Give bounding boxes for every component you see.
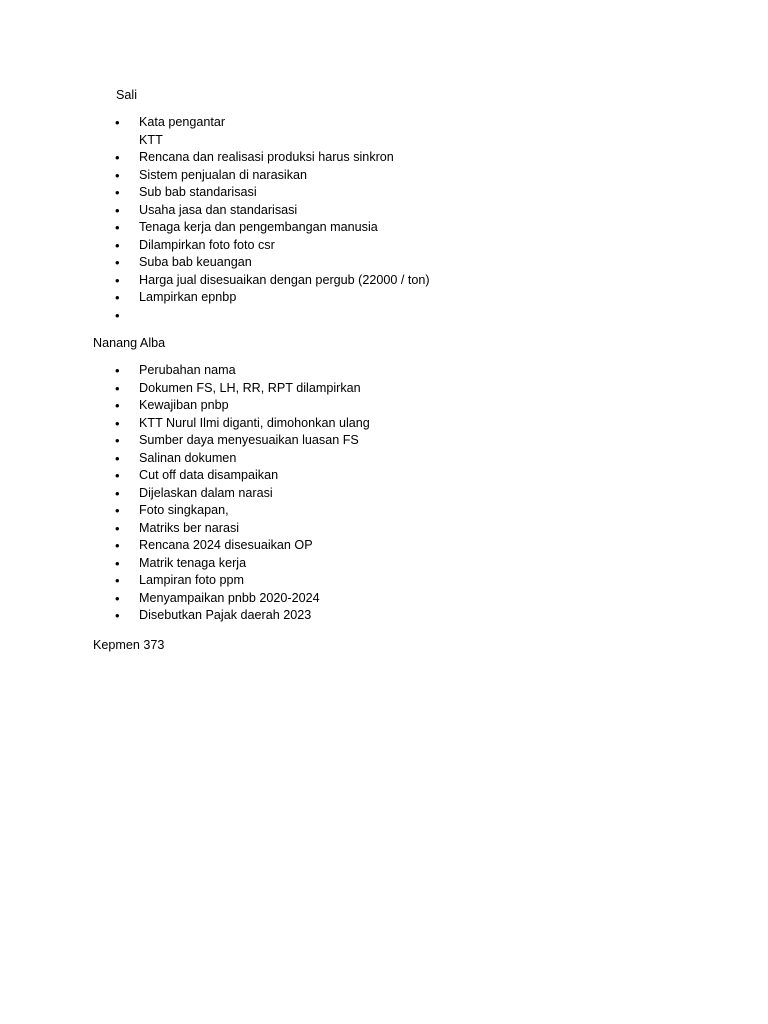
list-item <box>0 202 430 220</box>
bullet-list-sali <box>0 114 430 324</box>
list-item-text: KTT Nurul Ilmi diganti, dimohonkan ulang <box>139 415 370 430</box>
list-item-text: Foto singkapan, <box>139 503 229 517</box>
list-item <box>0 415 370 433</box>
list-item <box>0 167 430 185</box>
bullet-icon: • <box>115 485 120 501</box>
list-item-text: Sumber daya menyesuaikan luasan FS <box>139 433 359 447</box>
list-item <box>0 272 430 290</box>
list-item-text <box>0 307 430 325</box>
list-item <box>0 537 370 555</box>
list-item-text: Usaha jasa dan standarisasi <box>139 202 298 217</box>
list-item-text: Dijelaskan dalam narasi <box>139 485 273 500</box>
bullet-icon: • <box>115 538 120 553</box>
list-item-text: Matrik tenaga kerja <box>139 555 247 570</box>
list-item <box>0 432 370 450</box>
list-item <box>0 307 430 325</box>
list-item-text: Lampiran foto ppm <box>139 573 245 587</box>
list-item <box>0 289 430 307</box>
section-heading-nanang-alba: Nanang Alba <box>93 336 166 350</box>
list-item-text: Tenaga kerja dan pengembangan manusia <box>139 220 378 234</box>
list-item <box>0 555 370 573</box>
list-item <box>0 467 370 485</box>
bullet-icon: • <box>115 520 120 536</box>
list-item-text: Cut off data disampaikan <box>139 468 279 482</box>
bullet-icon: • <box>115 202 120 218</box>
list-item <box>0 254 430 272</box>
list-item <box>0 572 370 590</box>
list-item-text: Lampirkan epnbp <box>139 290 237 304</box>
list-item <box>0 590 370 608</box>
bullet-icon: • <box>115 255 120 270</box>
bullet-icon: • <box>115 450 120 466</box>
list-item <box>0 607 370 625</box>
bullet-icon: • <box>115 150 120 165</box>
list-item-text: Perubahan nama <box>139 363 236 377</box>
list-item-text: Matriks ber narasi <box>139 520 240 535</box>
list-item-text: Disebutkan Pajak daerah 2023 <box>139 608 312 622</box>
section-heading-kepmen: Kepmen 373 <box>93 638 165 652</box>
bullet-list-nanang-alba <box>0 362 370 625</box>
bullet-icon: • <box>115 555 120 571</box>
list-item <box>0 149 430 167</box>
list-item-text: Kewajiban pnbp <box>139 398 229 412</box>
list-item-text: Sistem penjualan di narasikan <box>139 167 308 182</box>
list-item <box>0 114 430 149</box>
list-item <box>0 184 430 202</box>
list-item <box>0 362 370 380</box>
bullet-icon: • <box>115 380 120 396</box>
bullet-icon: • <box>115 433 120 448</box>
list-item-text: Rencana 2024 disesuaikan OP <box>139 538 313 552</box>
bullet-icon: • <box>115 363 120 378</box>
list-item <box>0 502 370 520</box>
list-item <box>0 520 370 538</box>
bullet-icon: • <box>115 220 120 235</box>
bullet-icon: • <box>115 503 120 518</box>
list-item-text: Sub bab standarisasi <box>139 185 257 199</box>
list-item-text: Suba bab keuangan <box>139 255 252 269</box>
bullet-icon: • <box>115 608 120 623</box>
list-item <box>0 219 430 237</box>
list-item-text: Harga jual disesuaikan dengan pergub (22000 / ton) <box>139 272 430 287</box>
bullet-icon: • <box>115 307 120 323</box>
bullet-icon: • <box>115 237 120 253</box>
list-item <box>0 380 370 398</box>
list-item <box>0 397 370 415</box>
list-item-text: Kata pengantar <box>139 115 226 129</box>
bullet-icon: • <box>115 167 120 183</box>
bullet-icon: • <box>115 290 120 305</box>
bullet-icon: • <box>115 590 120 606</box>
list-item <box>0 485 370 503</box>
bullet-icon: • <box>115 573 120 588</box>
list-item-text: Dokumen FS, LH, RR, RPT dilampirkan <box>139 380 361 395</box>
list-item-text: Dilampirkan foto foto csr <box>139 237 275 252</box>
list-item-text: KTT <box>139 132 163 147</box>
list-item-text: Rencana dan realisasi produksi harus sinkron <box>139 150 394 164</box>
bullet-icon: • <box>115 272 120 288</box>
bullet-icon: • <box>115 415 120 431</box>
list-item-text: Menyampaikan pnbb 2020-2024 <box>139 590 320 605</box>
bullet-icon: • <box>115 468 120 483</box>
list-item <box>0 237 430 255</box>
list-item-text: Salinan dokumen <box>139 450 237 465</box>
bullet-icon: • <box>115 185 120 200</box>
list-item <box>0 450 370 468</box>
bullet-icon: • <box>115 115 120 130</box>
section-heading-sali: Sali <box>116 88 137 102</box>
bullet-icon: • <box>115 398 120 413</box>
